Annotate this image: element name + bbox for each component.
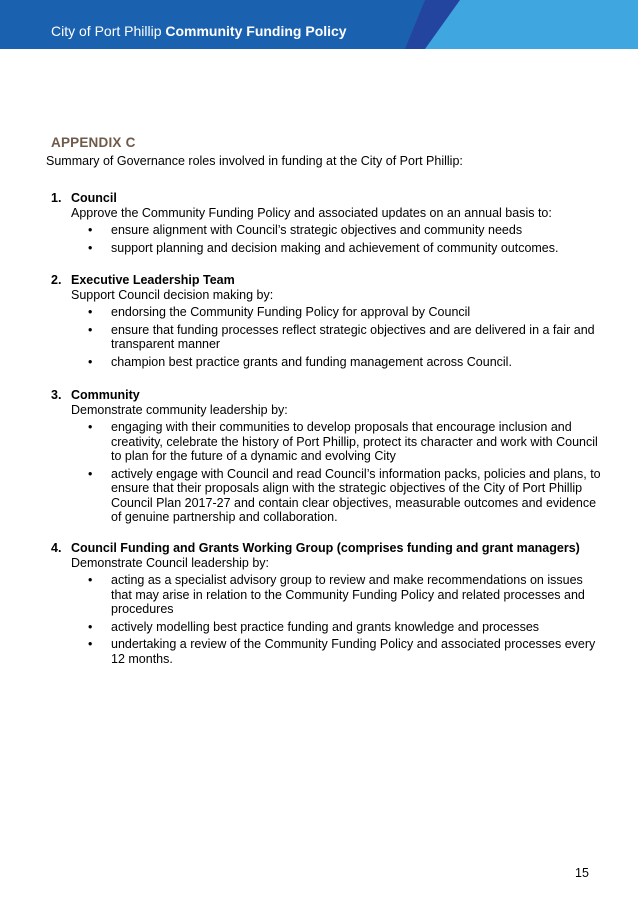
section-heading [51,541,601,556]
list-item [51,573,601,617]
section-community [51,388,601,525]
section-number: 3. [51,388,62,402]
appendix-heading: APPENDIX C [51,135,136,150]
section-number: 1. [51,191,62,205]
bullet-list [51,305,601,369]
section-executive-leadership-team [51,273,601,369]
section-heading [51,191,601,206]
bullet-list [51,223,601,255]
list-item [51,467,601,525]
list-item-text: acting as a specialist advisory group to review and make recommendations on issues that may arise in relation to the Community Funding Policy and related processes and procedures [111,573,585,616]
section-intro: Demonstrate Council leadership by: [71,555,270,570]
list-item-text: endorsing the Community Funding Policy for approval by Council [111,305,471,319]
list-item-text: ensure that funding processes reflect strategic objectives and are delivered in a fair and transparent manner [111,322,595,351]
bullet-list [51,573,601,666]
section-number: 2. [51,273,62,287]
list-item [51,305,601,320]
section-heading [51,388,601,403]
bullet-icon: • [88,240,93,255]
section-heading [51,273,601,288]
bullet-icon: • [88,573,93,587]
header-title-bold: Community Funding Policy [165,23,347,39]
section-intro: Approve the Community Funding Policy and associated updates on an annual basis to: [71,205,552,220]
bullet-list [51,420,601,525]
page-header [0,0,638,49]
bullet-icon: • [88,322,93,337]
list-item [51,355,601,370]
list-item [51,420,601,464]
bullet-icon: • [88,223,93,237]
section-title: Executive Leadership Team [71,273,235,287]
list-item-text: engaging with their communities to develop proposals that encourage inclusion and creativity, celebrate the history of Port Phillip, protect its character and work with Council to plan for the future of a dynamic and evolving City [111,420,598,463]
list-item [51,241,601,256]
section-title: Community [71,388,140,402]
section-working-group [51,541,601,666]
list-item-text: champion best practice grants and funding management across Council. [111,354,512,369]
section-title: Council [71,191,117,205]
page-number: 15 [575,866,589,880]
bullet-icon: • [88,354,93,369]
list-item-text: actively modelling best practice funding and grants knowledge and processes [111,619,540,634]
bullet-icon: • [88,305,93,319]
bullet-icon: • [88,619,93,634]
header-title-prefix: City of Port Phillip [51,23,166,39]
list-item-text: actively engage with Council and read Council’s information packs, policies and plans, to ensure that their proposals align with the strategic objectives of the City of Port Phillip Council Plan 2017-27 and contain clear objectives, measurable outcomes and evidence of genuine partnership and collaboration. [111,466,601,524]
bullet-icon: • [88,637,93,651]
list-item [51,223,601,238]
section-title: Council Funding and Grants Working Group (comprises funding and grant managers) [71,541,580,555]
section-intro: Demonstrate community leadership by: [71,402,288,417]
list-item-text: support planning and decision making and achievement of community outcomes. [111,240,559,255]
bullet-icon: • [88,420,93,434]
section-intro: Support Council decision making by: [71,287,274,302]
list-item-text: undertaking a review of the Community Funding Policy and associated processes every 12 months. [111,637,596,666]
appendix-summary: Summary of Governance roles involved in funding at the City of Port Phillip: [46,154,463,168]
list-item [51,637,601,666]
section-number: 4. [51,541,62,555]
bullet-icon: • [88,466,93,481]
section-council [51,191,601,255]
list-item [51,323,601,352]
header-title [51,23,347,39]
list-item [51,620,601,635]
list-item-text: ensure alignment with Council’s strategic objectives and community needs [111,223,523,237]
